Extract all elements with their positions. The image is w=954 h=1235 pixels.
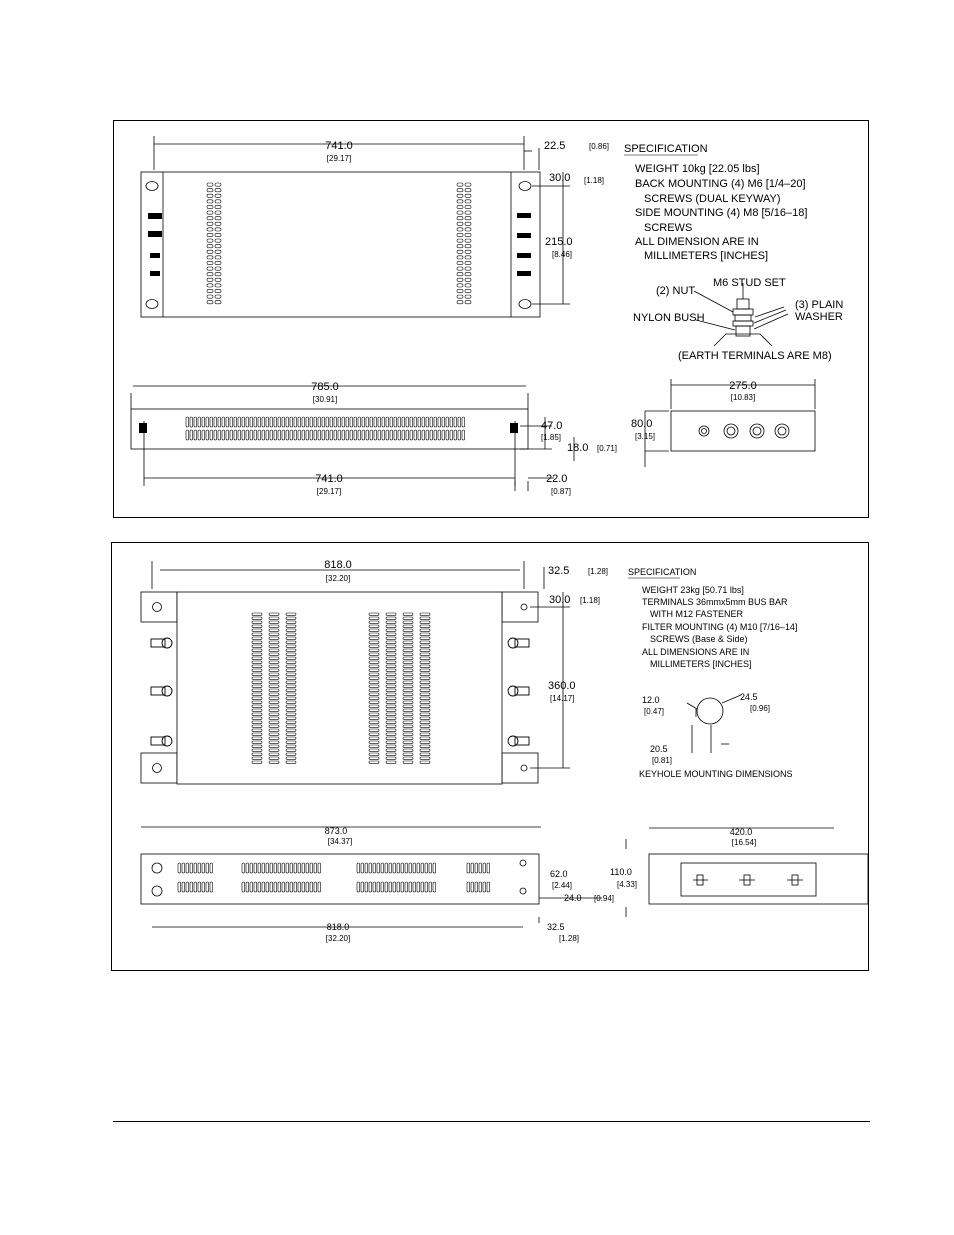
keyhole-left-dim: 12.0: [642, 695, 660, 705]
keyhole-right-dim-inches: [0.96]: [750, 704, 771, 713]
top-view-body: [141, 172, 540, 317]
spec-line: FILTER MOUNTING (4) M10 [7/16–14]: [642, 622, 798, 632]
front-edge-dim-inches: [1.28]: [559, 934, 580, 943]
front-view-body: [131, 409, 528, 449]
spec-line: MILLIMETERS [INCHES]: [650, 659, 752, 669]
spec-line: SCREWS: [644, 222, 693, 234]
spec-line: WEIGHT 23kg [50.71 lbs]: [642, 585, 744, 595]
overall-dim-inches: [34.37]: [327, 837, 353, 846]
front-edge-dim-inches: [0.87]: [551, 487, 572, 496]
front-height-dim-inches: [2.44]: [552, 881, 573, 890]
width-dim: 818.0: [324, 559, 352, 571]
overall-dim-inches: [30.91]: [312, 395, 338, 404]
spec-line: SIDE MOUNTING (4) M8 [5/16–18]: [635, 207, 808, 219]
front-edge-dim: 32.5: [547, 922, 565, 932]
overall-dim: 873.0: [324, 826, 348, 836]
front-width-dim: 818.0: [326, 922, 350, 932]
side-width-dim: 420.0: [729, 827, 753, 837]
edge-dim-inches: [1.28]: [588, 567, 609, 576]
vent-slots-front: [178, 863, 490, 892]
offset-dim: 24.0: [564, 893, 582, 903]
spec-line: ALL DIMENSIONS ARE IN: [642, 647, 750, 657]
footer-rule: [113, 1121, 870, 1122]
front-view-body: [141, 854, 539, 904]
keyhole-caption: KEYHOLE MOUNTING DIMENSIONS: [639, 769, 793, 779]
earth-terminals-note: (EARTH TERMINALS ARE M8): [678, 350, 832, 362]
side-width-dim-inches: [10.83]: [730, 393, 756, 402]
front-height-dim: 62.0: [550, 869, 568, 879]
keyhole-left-dim-inches: [0.47]: [644, 707, 665, 716]
vent-slots: [207, 183, 471, 304]
height-dim: 360.0: [548, 680, 576, 692]
front-width-dim-inches: [29.17]: [316, 487, 342, 496]
stud-label: M6 STUD SET: [713, 277, 786, 289]
spec-line: BACK MOUNTING (4) M6 [1/4–20]: [635, 178, 806, 190]
top-view-body: [177, 592, 502, 784]
nut-label: (2) NUT: [656, 285, 696, 297]
width-dim: 741.0: [325, 140, 353, 152]
side-height-dim-inches: [4.33]: [617, 880, 638, 889]
hole-dim-inches: [1.18]: [580, 596, 601, 605]
width-dim-inches: [32.20]: [325, 574, 351, 583]
side-width-dim: 275.0: [729, 380, 757, 392]
side-view-body: [671, 411, 815, 451]
spec-line: TERMINALS 36mmx5mm BUS BAR: [642, 597, 788, 607]
side-height-dim: 110.0: [610, 867, 632, 877]
spec-line: ALL DIMENSION ARE IN: [635, 236, 759, 248]
filter-1-drawing: [114, 121, 870, 519]
front-edge-dim: 22.0: [546, 473, 568, 485]
side-height-dim-inches: [3.15]: [635, 432, 656, 441]
side-height-dim: 80.0: [631, 418, 653, 430]
front-width-dim-inches: [32.20]: [325, 934, 351, 943]
filter-drawing-panel-1: [113, 120, 869, 518]
offset-dim-inches: [0.94]: [594, 894, 615, 903]
height-dim: 215.0: [545, 236, 573, 248]
spec-title: SPECIFICATION: [624, 143, 708, 155]
offset-dim-inches: [0.71]: [597, 444, 618, 453]
washer-label: WASHER: [795, 311, 843, 323]
keyhole-bottom-dim-inches: [0.81]: [652, 756, 673, 765]
front-height-dim-inches: [1.85]: [541, 433, 562, 442]
washer-label: (3) PLAIN: [795, 299, 844, 311]
spec-line: MILLIMETERS [INCHES]: [644, 250, 769, 262]
hole-dim: 30.0: [549, 172, 571, 184]
height-dim-inches: [14.17]: [550, 694, 575, 703]
edge-dim: 32.5: [548, 565, 570, 577]
height-dim-inches: [8.46]: [552, 250, 573, 259]
overall-dim: 785.0: [311, 381, 339, 393]
spec-line: SCREWS (Base & Side): [650, 634, 748, 644]
filter-2-drawing: [112, 543, 870, 972]
spec-line: WITH M12 FASTENER: [650, 609, 744, 619]
edge-dim-inches: [0.86]: [589, 142, 610, 151]
width-dim-inches: [29.17]: [326, 154, 352, 163]
side-view-body: [649, 854, 868, 904]
edge-dim: 22.5: [544, 140, 566, 152]
bush-label: NYLON BUSH: [633, 312, 705, 324]
front-width-dim: 741.0: [315, 473, 343, 485]
offset-dim: 18.0: [567, 442, 589, 454]
spec-title: SPECIFICATION: [628, 567, 697, 577]
keyhole-bottom-dim: 20.5: [650, 744, 668, 754]
keyhole-right-dim: 24.5: [740, 692, 758, 702]
spec-line: WEIGHT 10kg [22.05 lbs]: [635, 163, 760, 175]
vent-slots-front: [186, 417, 465, 440]
hole-dim-inches: [1.18]: [584, 176, 605, 185]
spec-line: SCREWS (DUAL KEYWAY): [644, 193, 781, 205]
side-width-dim-inches: [16.54]: [731, 838, 757, 847]
front-height-dim: 47.0: [541, 420, 563, 432]
hole-dim: 30.0: [549, 594, 571, 606]
filter-drawing-panel-2: [111, 542, 869, 971]
